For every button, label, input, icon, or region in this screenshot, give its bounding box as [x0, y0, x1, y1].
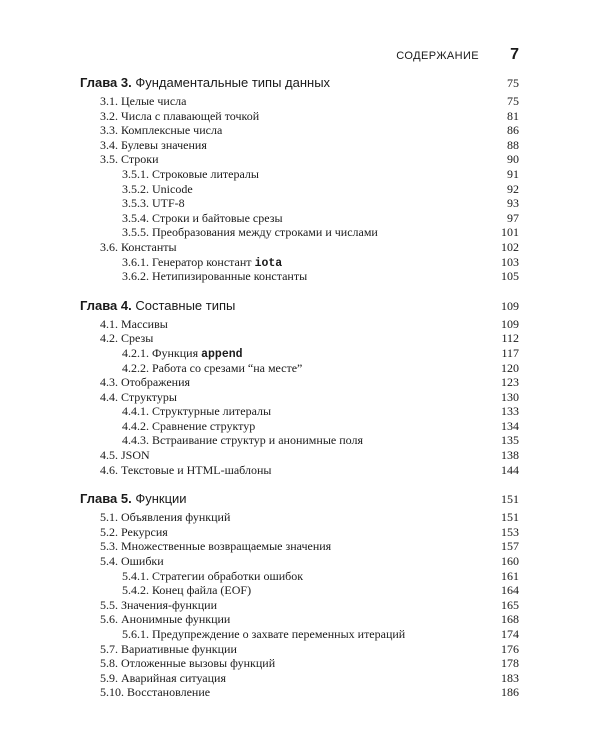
entry-title: Сравнение структур: [152, 418, 256, 433]
entry-page: 135: [501, 433, 519, 448]
entry-text: [100, 138, 207, 153]
entry-text: [100, 123, 222, 138]
entry-number: 3.5.3.: [122, 196, 149, 211]
entry-title: Конец файла (EOF): [152, 583, 252, 598]
entry-text: [122, 627, 405, 642]
toc-subsection-entry[interactable]: [80, 167, 519, 182]
entry-number: 5.8.: [100, 656, 118, 671]
entry-text: [100, 598, 217, 613]
entry-page: 86: [507, 123, 519, 138]
toc-subsection-entry[interactable]: [80, 255, 519, 270]
toc-subsection-entry[interactable]: [80, 182, 519, 197]
toc-subsection-entry[interactable]: [80, 433, 519, 448]
entry-page: 134: [501, 418, 519, 433]
entry-title: Предупреждение о захвате переменных итераций: [152, 627, 406, 641]
entry-text: [100, 331, 153, 346]
entry-page: 168: [501, 612, 519, 627]
entry-page: 151: [501, 510, 519, 525]
entry-text: [122, 196, 185, 211]
entry-page: 176: [501, 641, 519, 656]
entry-text: [122, 404, 271, 419]
entry-title: Отображения: [121, 375, 191, 390]
entry-title: Функция: [152, 345, 199, 360]
entry-number: 4.4.3.: [122, 433, 149, 448]
chapter-page: 109: [501, 298, 519, 313]
toc-section-entry[interactable]: [80, 317, 519, 332]
entry-title: Структуры: [121, 389, 177, 404]
toc-section-entry[interactable]: [80, 598, 519, 613]
entry-page: 144: [501, 462, 519, 477]
chapter-heading[interactable]: [80, 490, 519, 508]
entry-text: [122, 167, 259, 182]
entry-code: append: [201, 347, 243, 361]
entry-number: 3.6.2.: [122, 269, 149, 284]
entry-title: Строковые литералы: [152, 166, 259, 181]
entry-title: Отложенные вызовы функций: [121, 656, 276, 671]
page-header: [80, 46, 519, 68]
entry-text: [100, 240, 177, 255]
entry-page: 138: [501, 448, 519, 463]
entry-page: 93: [507, 196, 519, 211]
entry-number: 3.5.5.: [122, 225, 149, 240]
entry-number: 4.4.1.: [122, 404, 149, 419]
entry-title: Целые числа: [121, 94, 187, 108]
toc-subsection-entry[interactable]: [80, 225, 519, 240]
entry-title: Работа со срезами “на месте”: [152, 360, 303, 375]
entry-title: Срезы: [121, 331, 154, 346]
entry-number: 5.5.: [100, 597, 118, 612]
entry-text: [122, 211, 283, 226]
entry-page: 112: [501, 331, 519, 346]
entry-text: [122, 583, 251, 598]
entry-title: Преобразования между строками и числами: [152, 225, 378, 240]
entry-code: iota: [254, 256, 283, 270]
entry-text: [100, 94, 186, 109]
toc-section-entry[interactable]: [80, 525, 519, 540]
entry-number: 5.4.: [100, 554, 118, 569]
toc-subsection-entry[interactable]: [80, 361, 519, 376]
toc-section-entry[interactable]: [80, 152, 519, 167]
chapter-heading[interactable]: [80, 297, 519, 315]
entry-title: Анонимные функции: [121, 612, 231, 627]
entry-title: Структурные литералы: [152, 404, 272, 419]
toc-section-entry[interactable]: [80, 123, 519, 138]
chapter-spacer: [80, 284, 519, 297]
entry-number: 3.5.2.: [122, 181, 149, 196]
table-of-contents: [80, 74, 519, 700]
chapter-heading-text: [80, 297, 235, 315]
entry-number: 4.4.2.: [122, 418, 149, 433]
entry-number: 4.4.: [100, 389, 118, 404]
entry-page: 105: [501, 269, 519, 284]
entry-page: 120: [501, 360, 519, 375]
toc-section-entry[interactable]: [80, 390, 519, 405]
entry-text: [100, 612, 230, 627]
chapter-title: Фундаментальные типы данных: [135, 75, 331, 90]
toc-subsection-entry[interactable]: [80, 346, 519, 361]
toc-subsection-entry[interactable]: [80, 419, 519, 434]
entry-title: Строки и байтовые срезы: [152, 210, 283, 225]
toc-section-entry[interactable]: [80, 138, 519, 153]
entry-page: 75: [507, 94, 519, 108]
toc-section-entry[interactable]: [80, 463, 519, 478]
entry-text: [122, 182, 193, 197]
entry-text: [122, 225, 378, 240]
entry-number: 3.5.4.: [122, 210, 149, 225]
entry-page: 81: [507, 108, 519, 123]
entry-page: 186: [501, 685, 519, 700]
toc-section-entry[interactable]: [80, 510, 519, 525]
entry-title: Множественные возвращаемые значения: [121, 539, 332, 554]
entry-text: [100, 642, 237, 657]
entry-page: 101: [501, 225, 519, 240]
entry-title: Встраивание структур и анонимные поля: [152, 433, 363, 448]
entry-number: 4.1.: [100, 316, 118, 331]
entry-page: 164: [501, 583, 519, 598]
entry-page: 109: [501, 316, 519, 331]
entry-text: [100, 510, 230, 525]
entry-number: 3.5.: [100, 152, 118, 167]
entry-page: 91: [507, 166, 519, 181]
chapter-page: 151: [501, 492, 519, 507]
chapter-page: 75: [507, 76, 519, 90]
entry-title: Комплексные числа: [121, 123, 223, 138]
entry-page: 165: [501, 597, 519, 612]
entry-title: Восстановление: [127, 685, 211, 700]
entry-text: [122, 361, 302, 376]
chapter-title: Составные типы: [135, 297, 236, 313]
entry-number: 5.9.: [100, 670, 118, 685]
entry-text: [122, 269, 307, 284]
toc-section-entry[interactable]: [80, 539, 519, 554]
toc-section-entry[interactable]: [80, 656, 519, 671]
entry-number: 4.2.2.: [122, 360, 149, 375]
entry-title: Объявления функций: [121, 510, 231, 525]
toc-section-entry[interactable]: [80, 331, 519, 346]
entry-page: 130: [501, 389, 519, 404]
entry-title: Стратегии обработки ошибок: [152, 568, 304, 583]
toc-subsection-entry[interactable]: [80, 404, 519, 419]
entry-number: 4.3.: [100, 375, 118, 390]
chapter-label: Глава 4.: [80, 297, 132, 313]
entry-title: Рекурсия: [121, 524, 168, 539]
entry-number: 5.4.1.: [122, 568, 149, 583]
chapter-label: Глава 5.: [80, 491, 132, 507]
entry-title: Массивы: [121, 316, 168, 331]
chapter-spacer: [80, 477, 519, 490]
entry-page: 90: [507, 152, 519, 167]
entry-title: Unicode: [152, 181, 193, 196]
entry-number: 3.1.: [100, 94, 118, 108]
entry-text: [122, 569, 303, 584]
page-number: 7: [510, 46, 519, 63]
entry-number: 3.4.: [100, 137, 118, 152]
entry-title: Аварийная ситуация: [121, 670, 226, 685]
entry-page: 133: [501, 404, 519, 419]
entry-number: 4.2.1.: [122, 345, 149, 360]
entry-page: 178: [501, 656, 519, 671]
toc-subsection-entry[interactable]: [80, 583, 519, 598]
chapter-heading-text: [80, 490, 187, 508]
toc-section-entry[interactable]: [80, 642, 519, 657]
entry-title: Вариативные функции: [121, 641, 237, 656]
toc-subsection-entry[interactable]: [80, 196, 519, 211]
entry-text: [100, 375, 190, 390]
entry-title: Текстовые и HTML-шаблоны: [121, 462, 272, 477]
entry-text: [100, 463, 271, 478]
entry-text: [100, 448, 150, 463]
entry-number: 5.6.: [100, 612, 118, 627]
entry-text: [122, 433, 363, 448]
entry-page: 103: [501, 254, 519, 269]
entry-text: [100, 671, 226, 686]
entry-number: 3.3.: [100, 123, 118, 138]
toc-subsection-entry[interactable]: [80, 569, 519, 584]
toc-subsection-entry[interactable]: [80, 627, 519, 642]
entry-number: 5.2.: [100, 524, 118, 539]
entry-page: 174: [501, 627, 519, 641]
entry-title: Строки: [121, 152, 159, 167]
entry-text: [100, 317, 168, 332]
toc-section-entry[interactable]: [80, 685, 519, 700]
entry-number: 3.2.: [100, 108, 118, 123]
entry-number: 3.6.: [100, 239, 118, 254]
chapter-label: Глава 3.: [80, 75, 132, 90]
running-title: СОДЕРЖАНИЕ: [396, 50, 479, 62]
entry-page: 88: [507, 137, 519, 152]
entry-text: [100, 685, 210, 700]
entry-number: 5.1.: [100, 510, 118, 525]
entry-title: Числа с плавающей точкой: [121, 108, 260, 123]
entry-title: Константы: [121, 239, 177, 254]
entry-number: 5.4.2.: [122, 583, 149, 598]
toc-subsection-entry[interactable]: [80, 269, 519, 284]
entry-title: Ошибки: [121, 554, 164, 569]
toc-section-entry[interactable]: [80, 448, 519, 463]
entry-page: 123: [501, 375, 519, 390]
entry-number: 4.5.: [100, 448, 118, 463]
entry-text: [100, 539, 331, 554]
entry-number: 5.7.: [100, 641, 118, 656]
toc-section-entry[interactable]: [80, 375, 519, 390]
entry-title: Генератор констант: [152, 254, 252, 269]
toc-section-entry[interactable]: [80, 109, 519, 124]
toc-section-entry[interactable]: [80, 612, 519, 627]
entry-page: 183: [501, 670, 519, 685]
chapter-heading[interactable]: [80, 74, 519, 92]
entry-title: Значения-функции: [121, 597, 217, 612]
entry-text: [122, 419, 255, 434]
chapter-heading-text: [80, 74, 330, 92]
chapter-title: Функции: [135, 491, 187, 507]
entry-text: [100, 656, 275, 671]
entry-text: [100, 152, 159, 167]
entry-number: 3.6.1.: [122, 254, 149, 269]
entry-number: 3.5.1.: [122, 166, 149, 181]
entry-page: 117: [501, 345, 519, 360]
entry-number: 4.6.: [100, 462, 118, 477]
chapter-section: [80, 490, 519, 700]
entry-text: [100, 109, 259, 124]
entry-page: 153: [501, 524, 519, 539]
chapter-section: [80, 74, 519, 284]
entry-page: 157: [501, 539, 519, 554]
entry-number: 4.2.: [100, 331, 118, 346]
entry-number: 5.10.: [100, 685, 124, 700]
entry-number: 5.6.1.: [122, 627, 149, 641]
toc-section-entry[interactable]: [80, 554, 519, 569]
entry-page: 92: [507, 181, 519, 196]
entry-page: 97: [507, 210, 519, 225]
entry-title: UTF-8: [152, 196, 185, 211]
entry-text: [100, 554, 164, 569]
toc-section-entry[interactable]: [80, 240, 519, 255]
entry-title: Булевы значения: [121, 137, 207, 152]
entry-page: 102: [501, 239, 519, 254]
entry-text: [100, 525, 168, 540]
entry-title: Нетипизированные константы: [152, 269, 308, 284]
toc-section-entry[interactable]: [80, 94, 519, 109]
entry-text: [100, 390, 177, 405]
entry-title: JSON: [121, 448, 150, 463]
toc-subsection-entry[interactable]: [80, 211, 519, 226]
chapter-section: [80, 297, 519, 478]
entry-page: 160: [501, 554, 519, 569]
entry-page: 161: [501, 568, 519, 583]
toc-section-entry[interactable]: [80, 671, 519, 686]
entry-number: 5.3.: [100, 539, 118, 554]
